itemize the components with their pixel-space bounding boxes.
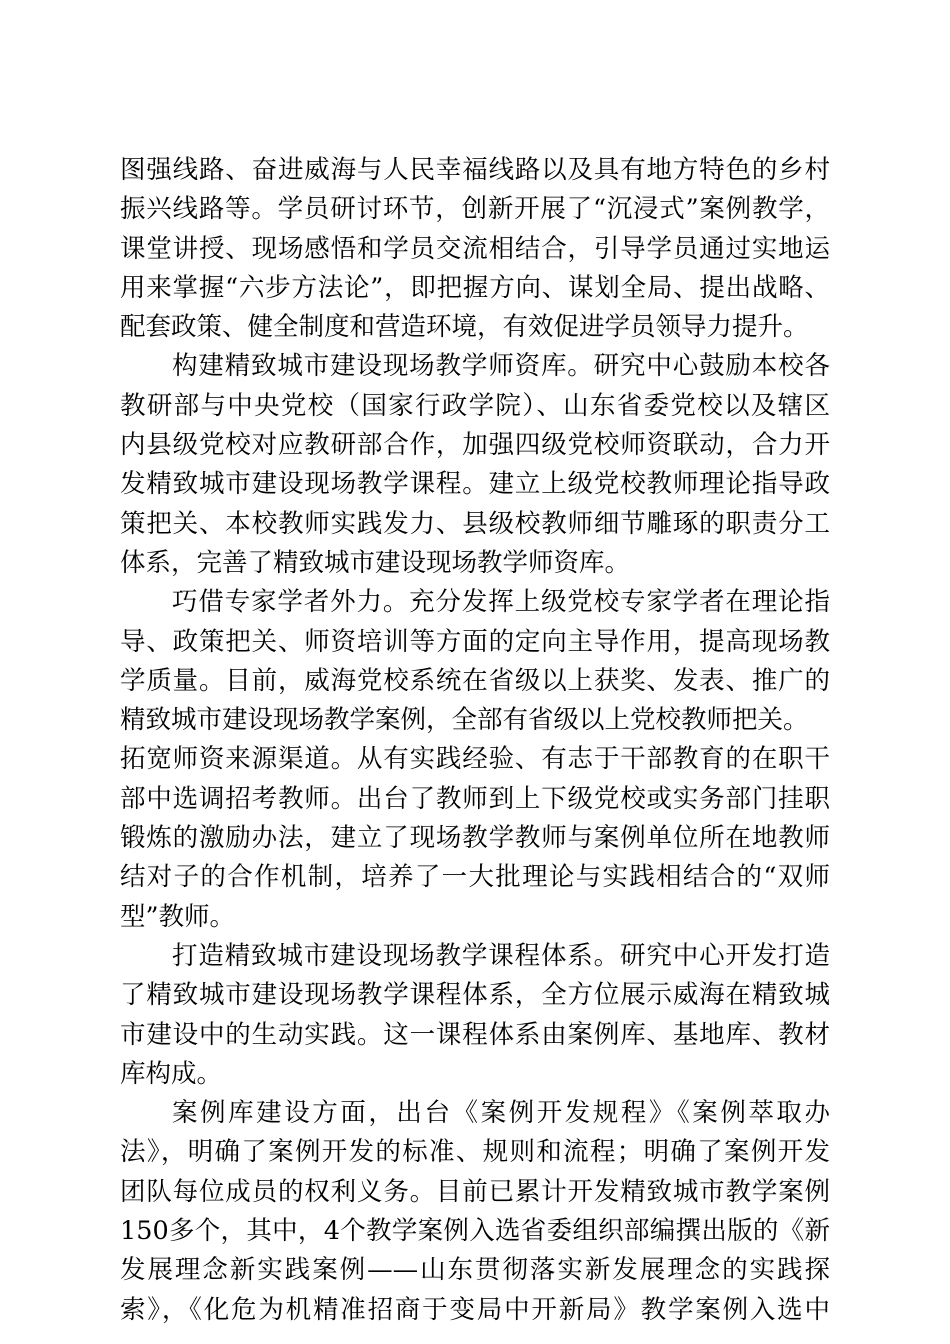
paragraph-first-line: 打造精致城市建设现场教学课程体系。研究中心开发打造 bbox=[172, 940, 830, 971]
text-line: 市建设中的生动实践。这一课程体系由案例库、基地库、教材 bbox=[120, 1019, 830, 1050]
text-line: 用来掌握“六步方法论”，即把握方向、谋划全局、提出战略、 bbox=[120, 272, 830, 303]
text-line: 法》，明确了案例开发的标准、规则和流程；明确了案例开发 bbox=[120, 1137, 830, 1168]
text-line: 锻炼的激励办法，建立了现场教学教师与案例单位所在地教师 bbox=[120, 823, 830, 854]
text-line: 了精致城市建设现场教学课程体系，全方位展示威海在精致城 bbox=[120, 980, 830, 1011]
text-line: 部中选调招考教师。出台了教师到上下级党校或实务部门挂职 bbox=[120, 783, 830, 814]
text-line: 学质量。目前，威海党校系统在省级以上获奖、发表、推广的 bbox=[120, 665, 830, 696]
paragraph-first-line: 巧借专家学者外力。充分发挥上级党校专家学者在理论指 bbox=[172, 587, 830, 618]
text-line: 发精致城市建设现场教学课程。建立上级党校教师理论指导政 bbox=[120, 469, 830, 500]
text-line: 拓宽师资来源渠道。从有实践经验、有志于干部教育的在职干 bbox=[120, 744, 830, 775]
text-line: 结对子的合作机制，培养了一大批理论与实践相结合的“双师 bbox=[120, 862, 830, 893]
text-line: 库构成。 bbox=[120, 1058, 223, 1089]
text-line: 图强线路、奋进威海与人民幸福线路以及具有地方特色的乡村 bbox=[120, 155, 830, 185]
text-line: 团队每位成员的权利义务。目前已累计开发精致城市教学案例 bbox=[120, 1176, 830, 1207]
text-line: 振兴线路等。学员研讨环节，创新开展了“沉浸式”案例教学， bbox=[120, 194, 830, 225]
text-line: 配套政策、健全制度和营造环境，有效促进学员领导力提升。 bbox=[120, 312, 809, 343]
text-line: 策把关、本校教师实践发力、县级校教师细节雕琢的职责分工 bbox=[120, 508, 830, 539]
text-line: 体系，完善了精致城市建设现场教学师资库。 bbox=[120, 547, 631, 578]
text-line: 精致城市建设现场教学案例，全部有省级以上党校教师把关。 bbox=[120, 705, 809, 736]
text-line: 课堂讲授、现场感悟和学员交流相结合，引导学员通过实地运 bbox=[120, 233, 830, 264]
text-line: 导、政策把关、师资培训等方面的定向主导作用，提高现场教 bbox=[120, 626, 830, 657]
paragraph-first-line: 案例库建设方面，出台《案例开发规程》《案例萃取办 bbox=[172, 1098, 830, 1129]
text-line: 教研部与中央党校（国家行政学院）、山东省委党校以及辖区 bbox=[120, 390, 830, 421]
text-line: 内县级党校对应教研部合作，加强四级党校师资联动，合力开 bbox=[120, 430, 830, 461]
paragraph-first-line: 构建精致城市建设现场教学师资库。研究中心鼓励本校各 bbox=[172, 351, 830, 382]
document-page bbox=[120, 151, 830, 1330]
text-line: 发展理念新实践案例——山东贯彻落实新发展理念的实践探 bbox=[120, 1255, 830, 1286]
text-line: 型”教师。 bbox=[120, 901, 236, 932]
text-line: 索》，《化危为机精准招商于变局中开新局》教学案例入选中 bbox=[120, 1294, 830, 1325]
text-line: 150多个，其中，4个教学案例入选省委组织部编撰出版的《新 bbox=[120, 1216, 830, 1247]
